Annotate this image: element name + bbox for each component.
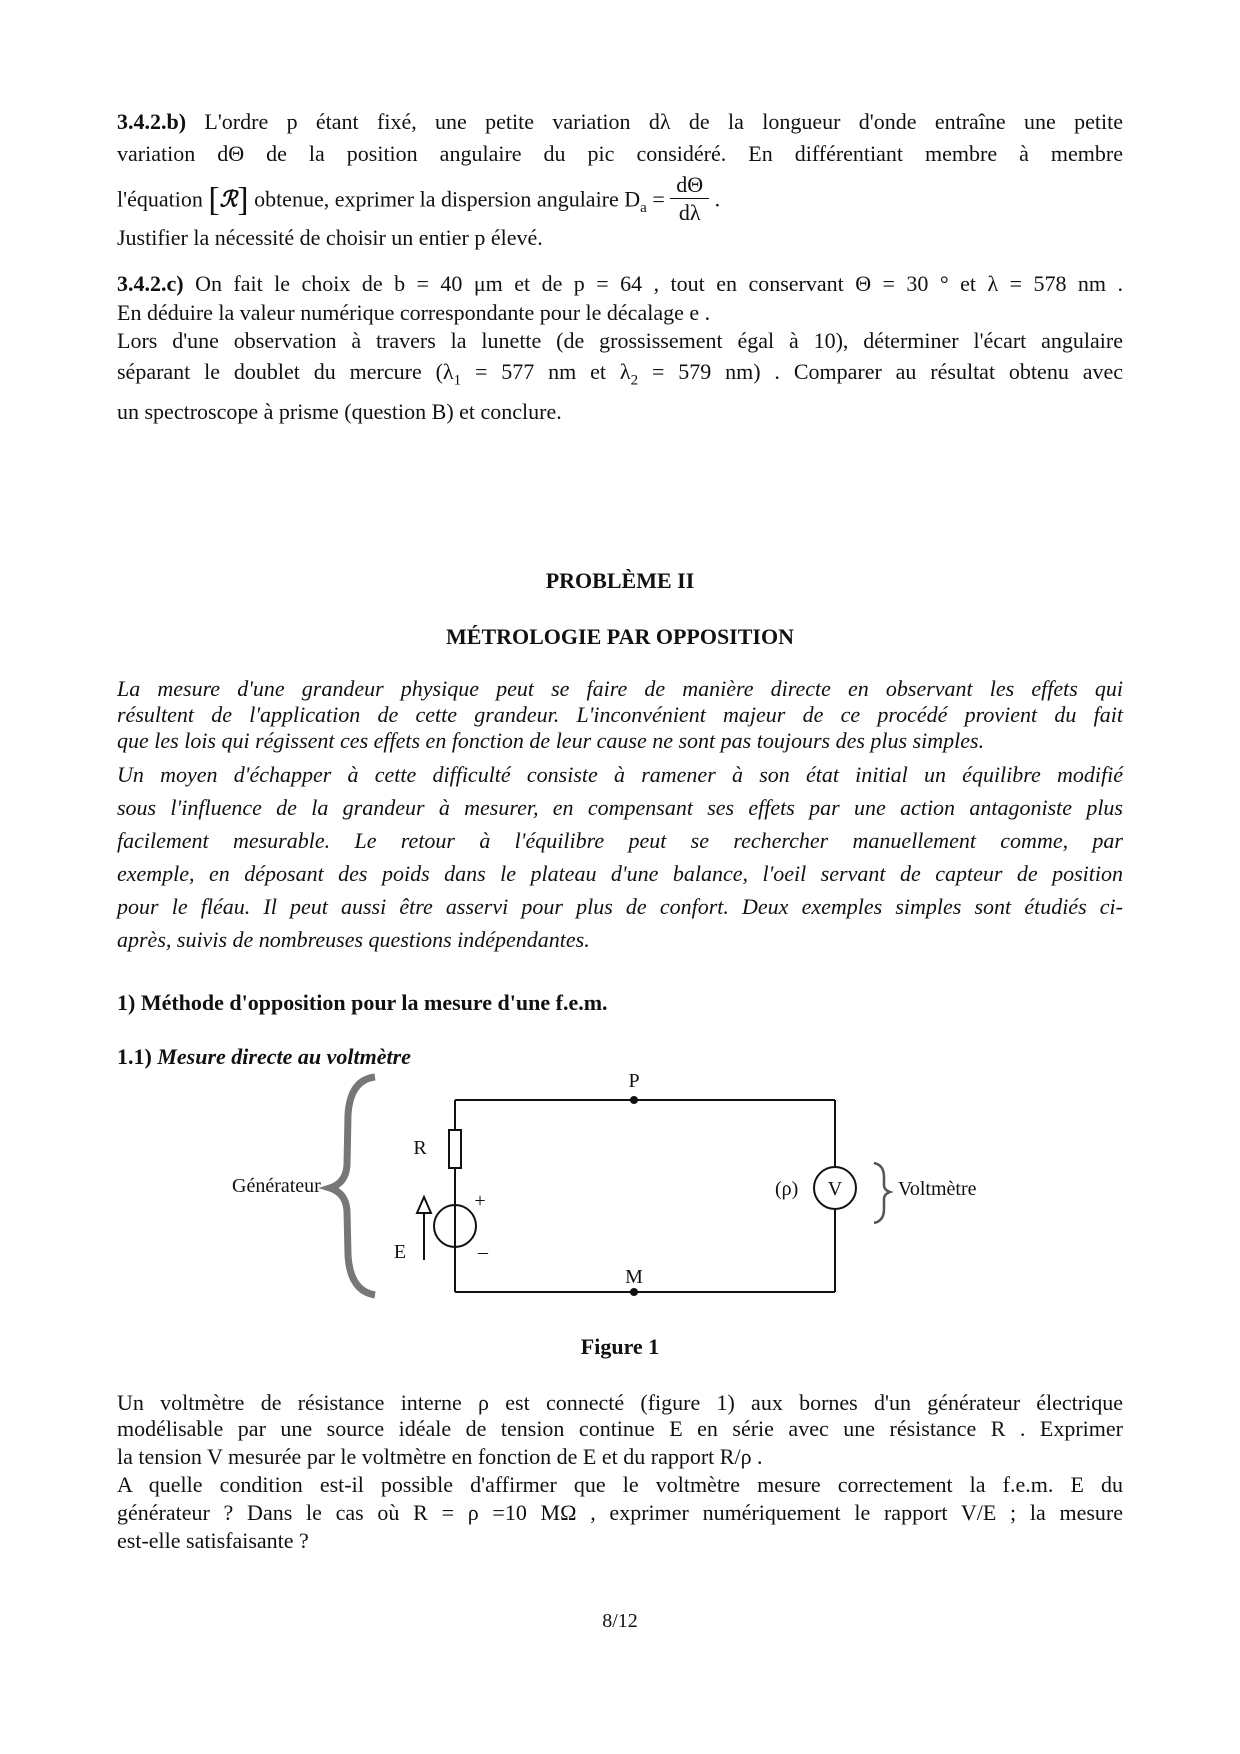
intro-paragraph-1 [117, 676, 1123, 754]
q342c-label: 3.4.2.c) [117, 271, 184, 296]
plus-sign: + [474, 1190, 486, 1212]
q342b-line1 [117, 106, 1123, 138]
fraction-numerator: dΘ [670, 172, 709, 199]
question-3-4-2-b [117, 106, 1123, 254]
rho-label: (ρ) [775, 1178, 799, 1200]
body-line: générateur ? Dans le cas où R = ρ =10 MΩ , exprimer numériquement le rapport V/E ; la mesure [117, 1500, 1123, 1525]
page-number: 8/12 [602, 1610, 638, 1632]
generator-label: Générateur [232, 1175, 321, 1197]
node-m-dot [630, 1288, 638, 1296]
lambda2-subscript: 2 [630, 372, 639, 389]
q342c-line1-text: On fait le choix de b = 40 μm et de p = 64 , tout en conservant Θ = 30 ° et λ = 578 nm . [195, 271, 1124, 296]
voltmeter-v-label: V [827, 1178, 843, 1200]
body-line: A quelle condition est-il possible d'affirmer que le voltmètre mesure correctement la f.e.m. E du [117, 1472, 1123, 1497]
q342b-label: 3.4.2.b) [117, 109, 187, 134]
body-paragraph [117, 1390, 1123, 1554]
intro-line: facilement mesurable. Le retour à l'équilibre peut se rechercher manuellement comme, par [117, 828, 1123, 853]
dispersion-fraction [670, 172, 709, 227]
emf-label: E [393, 1241, 407, 1263]
voltmeter-brace [874, 1163, 890, 1223]
lambda1-subscript: 1 [453, 372, 462, 389]
intro-line: sous l'influence de la grandeur à mesurer, en compensant ses effets par une action antagoniste plus [117, 795, 1123, 820]
q342c-line4-a: séparant le doublet du mercure (λ [117, 359, 454, 384]
body-line: Un voltmètre de résistance interne ρ est connecté (figure 1) aux bornes d'un générateur électrique [117, 1390, 1123, 1415]
q342c-line5: un spectroscope à prisme (question B) et conclure. [117, 399, 562, 425]
q342b-line3-end: . [709, 186, 721, 212]
left-bracket: [ [208, 181, 220, 219]
minus-sign: – [478, 1241, 488, 1263]
body-line: est-elle satisfaisante ? [117, 1528, 309, 1553]
section-1-title: 1) Méthode d'opposition pour la mesure d'une f.e.m. [117, 990, 608, 1015]
fraction-denominator: dλ [678, 200, 701, 225]
q342c-line1 [117, 268, 1123, 300]
node-p-dot [630, 1096, 638, 1104]
problem-title: MÉTROLOGIE PAR OPPOSITION [446, 624, 794, 649]
intro-line: pour le fléau. Il peut aussi être asservi pour plus de confort. Deux exemples simples sont étudiés ci- [117, 894, 1123, 919]
equation-reference-symbol: ℛ [219, 186, 238, 213]
q342c-line2: En déduire la valeur numérique correspondante pour le décalage e . [117, 300, 711, 325]
intro-line: Un moyen d'échapper à cette difficulté consiste à ramener à son état initial un équilibre modifié [117, 762, 1123, 787]
intro-line: exemple, en déposant des poids dans le plateau d'une balance, l'oeil servant de capteur de position [117, 861, 1123, 886]
question-3-4-2-c [117, 268, 1123, 428]
section-1-1-label: 1.1) [117, 1044, 158, 1069]
circuit-diagram [200, 1055, 1020, 1325]
intro-line: après, suivis de nombreuses questions indépendantes. [117, 927, 590, 952]
right-bracket: ] [237, 181, 249, 219]
q342b-line2: variation dΘ de la position angulaire du pic considéré. En différentiant membre à membre [117, 141, 1123, 166]
generator-brace [330, 1077, 375, 1295]
q342b-line3 [117, 172, 1123, 225]
emf-arrow-head [417, 1197, 431, 1213]
node-m-label: M [625, 1266, 643, 1288]
section-1-1-name: Mesure directe au voltmètre [157, 1044, 411, 1069]
body-line: modélisable par une source idéale de tension continue E en série avec une résistance R . Exprimer [117, 1416, 1123, 1441]
q342c-line3: Lors d'une observation à travers la lunette (de grossissement égal à 10), déterminer l'écart angulaire [117, 328, 1123, 353]
figure-caption: Figure 1 [580, 1334, 660, 1359]
voltmeter-label: Voltmètre [898, 1178, 977, 1200]
body-line: la tension V mesurée par le voltmètre en fonction de E et du rapport R/ρ . [117, 1444, 763, 1469]
equals-sign: = [646, 186, 671, 212]
q342c-line4-b: = 577 nm et λ [461, 359, 631, 384]
q342b-line1-text: L'ordre p étant fixé, une petite variation dλ de la longueur d'onde entraîne une petite [204, 109, 1123, 134]
q342c-line4 [117, 356, 1123, 396]
resistor-symbol [449, 1130, 461, 1168]
intro-line: La mesure d'une grandeur physique peut se faire de manière directe en observant les effets qui [117, 676, 1123, 701]
intro-line: résultent de l'application de cette grandeur. L'inconvénient majeur de ce procédé provient du fait [117, 702, 1123, 727]
intro-line: que les lois qui régissent ces effets en fonction de leur cause ne sont pas toujours des plus simples. [117, 728, 985, 753]
q342b-line3-text: obtenue, exprimer la dispersion angulaire D [254, 186, 641, 212]
problem-number: PROBLÈME II [545, 568, 695, 593]
intro-paragraph-2 [117, 758, 1123, 956]
dispersion-subscript: a [640, 199, 647, 216]
q342b-line4: Justifier la nécessité de choisir un entier p élevé. [117, 225, 543, 250]
node-p-label: P [628, 1070, 640, 1092]
q342b-line3-start: l'équation [117, 186, 203, 212]
q342c-line4-c: = 579 nm) . Comparer au résultat obtenu avec [638, 359, 1123, 384]
resistor-label: R [413, 1137, 427, 1159]
